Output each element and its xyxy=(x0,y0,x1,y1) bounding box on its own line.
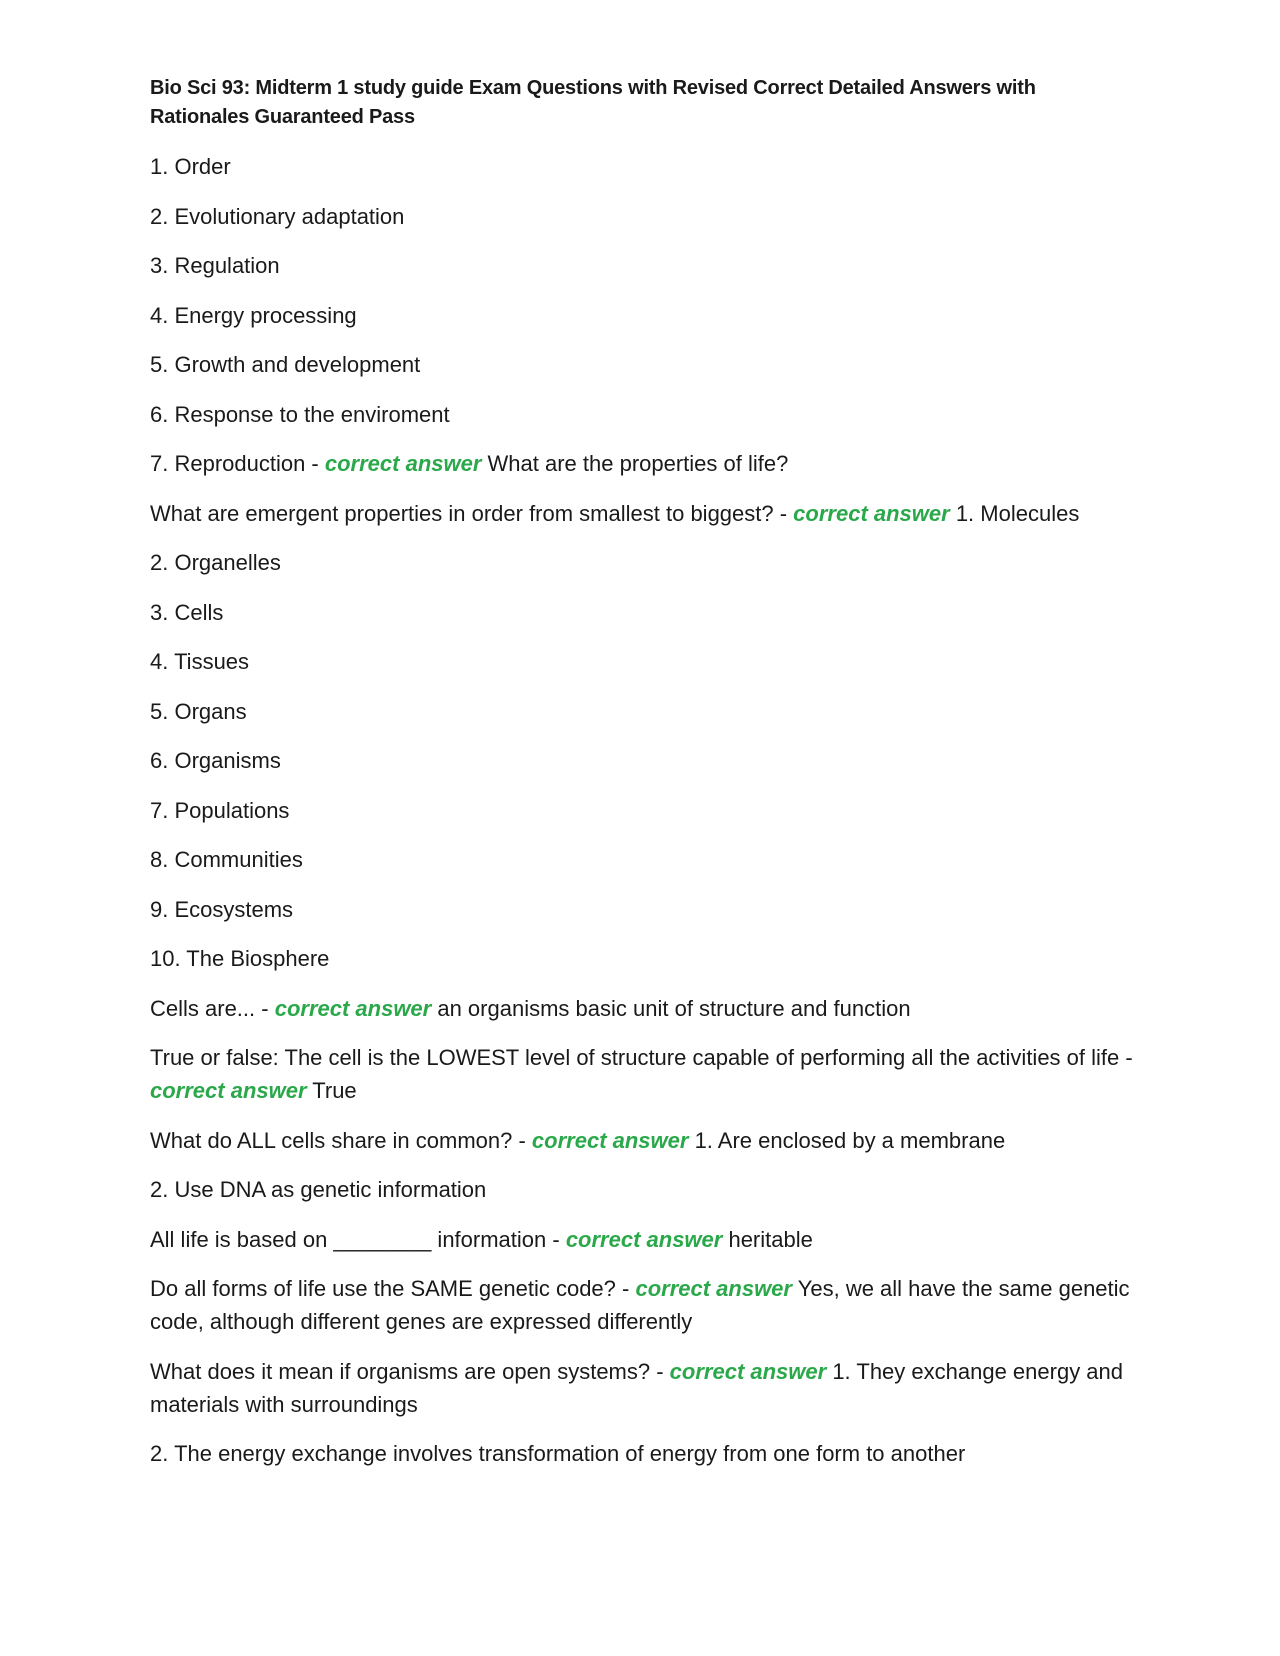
qa-item xyxy=(150,1355,1140,1421)
qa-after: True xyxy=(306,1078,357,1103)
list-item: 4. Tissues xyxy=(150,649,250,674)
qa-before: All life is based on ________ information - xyxy=(150,1226,566,1252)
list-item: 6. Organisms xyxy=(150,748,281,773)
correct-answer-marker: correct answer xyxy=(669,1358,827,1384)
qa-after: an organisms basic unit of structure and function xyxy=(431,995,911,1021)
list-item: 1. Order xyxy=(150,154,231,179)
correct-answer-marker: correct answer xyxy=(531,1127,689,1153)
qa-item xyxy=(150,992,1140,1025)
list-item: 2. Use DNA as genetic information xyxy=(150,1177,487,1202)
correct-answer-marker: correct answer xyxy=(274,995,432,1021)
list-item: 8. Communities xyxy=(150,847,303,872)
qa-after: What are the properties of life? xyxy=(481,451,789,476)
qa-item xyxy=(150,1124,1140,1157)
list-item: 5. Organs xyxy=(150,698,247,724)
qa-before: What are emergent properties in order from smallest to biggest? - xyxy=(150,500,794,526)
qa-before: Do all forms of life use the SAME genetic code? - xyxy=(150,1276,636,1301)
qa-after: 1. They exchange energy and materials with surroundings xyxy=(150,1358,1124,1417)
qa-after: 1. Molecules xyxy=(949,500,1080,526)
list-item: 2. Organelles xyxy=(150,550,281,575)
qa-after: 1. Are enclosed by a membrane xyxy=(688,1127,1006,1153)
correct-answer-marker: correct answer xyxy=(150,1078,307,1103)
list-item: 3. Cells xyxy=(150,599,224,625)
qa-item xyxy=(150,497,1140,530)
correct-answer-marker: correct answer xyxy=(793,500,950,526)
qa-item xyxy=(150,1041,1140,1107)
qa-after: heritable xyxy=(722,1226,813,1252)
qa-item xyxy=(150,1223,1140,1256)
correct-answer-marker: correct answer xyxy=(324,451,482,476)
list-item: 6. Response to the enviroment xyxy=(150,401,450,427)
document-title: Bio Sci 93: Midterm 1 study guide Exam Questions with Revised Correct Detailed Answers with Rationales Guaranteed Pass xyxy=(150,77,1036,128)
qa-item xyxy=(150,1272,1140,1338)
list-item: 5. Growth and development xyxy=(150,352,421,377)
list-item: 4. Energy processing xyxy=(150,302,357,328)
list-item: 9. Ecosystems xyxy=(150,896,294,922)
list-item: 2. Evolutionary adaptation xyxy=(150,203,405,229)
qa-before: True or false: The cell is the LOWEST level of structure capable of performing all the activities of life - xyxy=(150,1045,1133,1070)
qa-before: 7. Reproduction - xyxy=(150,451,325,476)
correct-answer-marker: correct answer xyxy=(565,1226,723,1252)
list-item: 10. The Biosphere xyxy=(150,946,330,971)
qa-item xyxy=(150,447,1140,480)
list-item: 2. The energy exchange involves transformation of energy from one form to another xyxy=(150,1441,966,1466)
qa-before: What do ALL cells share in common? - xyxy=(150,1127,532,1153)
list-item: 7. Populations xyxy=(150,797,290,823)
qa-before: What does it mean if organisms are open systems? - xyxy=(150,1358,670,1384)
qa-before: Cells are... - xyxy=(150,995,275,1021)
list-item: 3. Regulation xyxy=(150,253,280,278)
correct-answer-marker: correct answer xyxy=(635,1276,792,1301)
document-page xyxy=(150,74,1140,1487)
qa-after: Yes, we all have the same genetic code, although different genes are expressed differently xyxy=(150,1276,1130,1334)
